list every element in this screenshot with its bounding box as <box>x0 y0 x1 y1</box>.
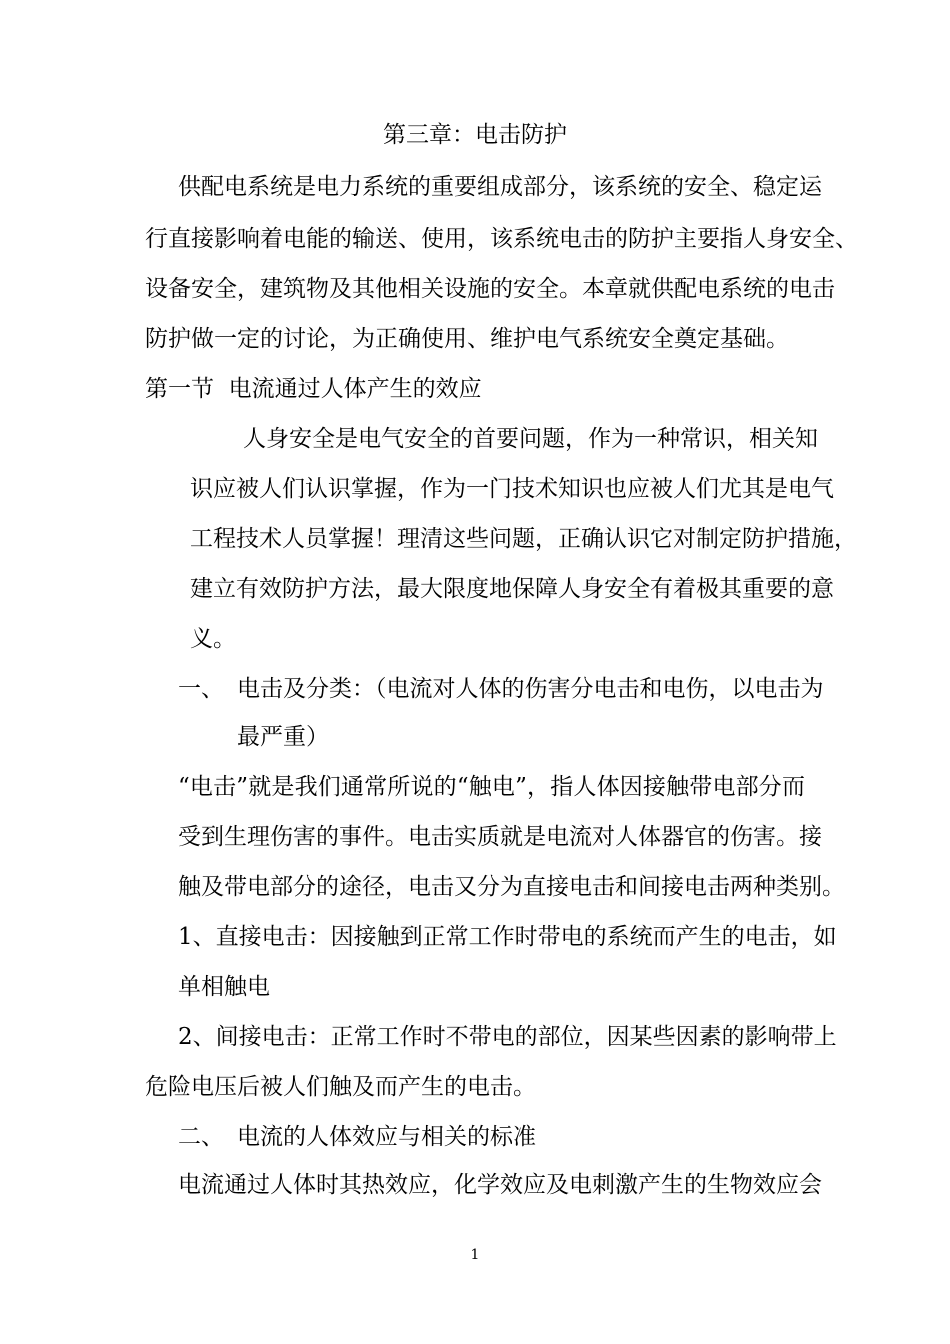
section1-line-1: 人身安全是电气安全的首要问题，作为一种常识，相关知 <box>243 426 818 452</box>
page-number: 1 <box>470 1247 480 1263</box>
section1-line-4: 建立有效防护方法，最大限度地保障人身安全有着极其重要的意 <box>190 576 834 602</box>
intro-line-1: 供配电系统是电力系统的重要组成部分，该系统的安全、稳定运 <box>178 174 822 200</box>
direct-shock-line-1: 1、直接电击：因接触到正常工作时带电的系统而产生的电击，如 <box>178 924 837 950</box>
intro-line-2: 行直接影响着电能的输送、使用，该系统电击的防护主要指人身安全、 <box>145 226 858 252</box>
indirect-shock-line-1: 2、间接电击：正常工作时不带电的部位，因某些因素的影响带上 <box>178 1024 837 1050</box>
last-line: 电流通过人体时其热效应，化学效应及电刺激产生的生物效应会 <box>178 1172 822 1198</box>
section1-line-2: 识应被人们认识掌握，作为一门技术知识也应被人们尤其是电气 <box>190 476 834 502</box>
item2-number: 二、 <box>178 1124 224 1150</box>
indirect-shock-line-2: 危险电压后被人们触及而产生的电击。 <box>145 1074 536 1100</box>
section1-line-5: 义。 <box>190 626 236 652</box>
intro-line-3: 设备安全，建筑物及其他相关设施的安全。本章就供配电系统的电击 <box>145 276 835 302</box>
item1-number: 一、 <box>178 676 224 702</box>
intro-line-4: 防护做一定的讨论，为正确使用、维护电气系统安全奠定基础。 <box>145 326 789 352</box>
shock-line-3: 触及带电部分的途径，电击又分为直接电击和间接电击两种类别。 <box>178 874 845 900</box>
direct-shock-line-2: 单相触电 <box>178 974 270 1000</box>
section-heading: 第一节 电流通过人体产生的效应 <box>145 376 482 402</box>
item1-line-2: 最严重） <box>237 724 329 750</box>
page-title: 第三章：电击防护 <box>383 122 567 148</box>
shock-line-2: 受到生理伤害的事件。电击实质就是电流对人体器官的伤害。接 <box>178 824 822 850</box>
shock-line-1: “电击”就是我们通常所说的“触电”，指人体因接触带电部分而 <box>178 774 805 800</box>
item1-line-1: 电击及分类：（电流对人体的伤害分电击和电伤，以电击为 <box>237 676 824 702</box>
section1-line-3: 工程技术人员掌握！理清这些问题，正确认识它对制定防护措施， <box>190 526 857 552</box>
item2-text: 电流的人体效应与相关的标准 <box>237 1124 536 1150</box>
